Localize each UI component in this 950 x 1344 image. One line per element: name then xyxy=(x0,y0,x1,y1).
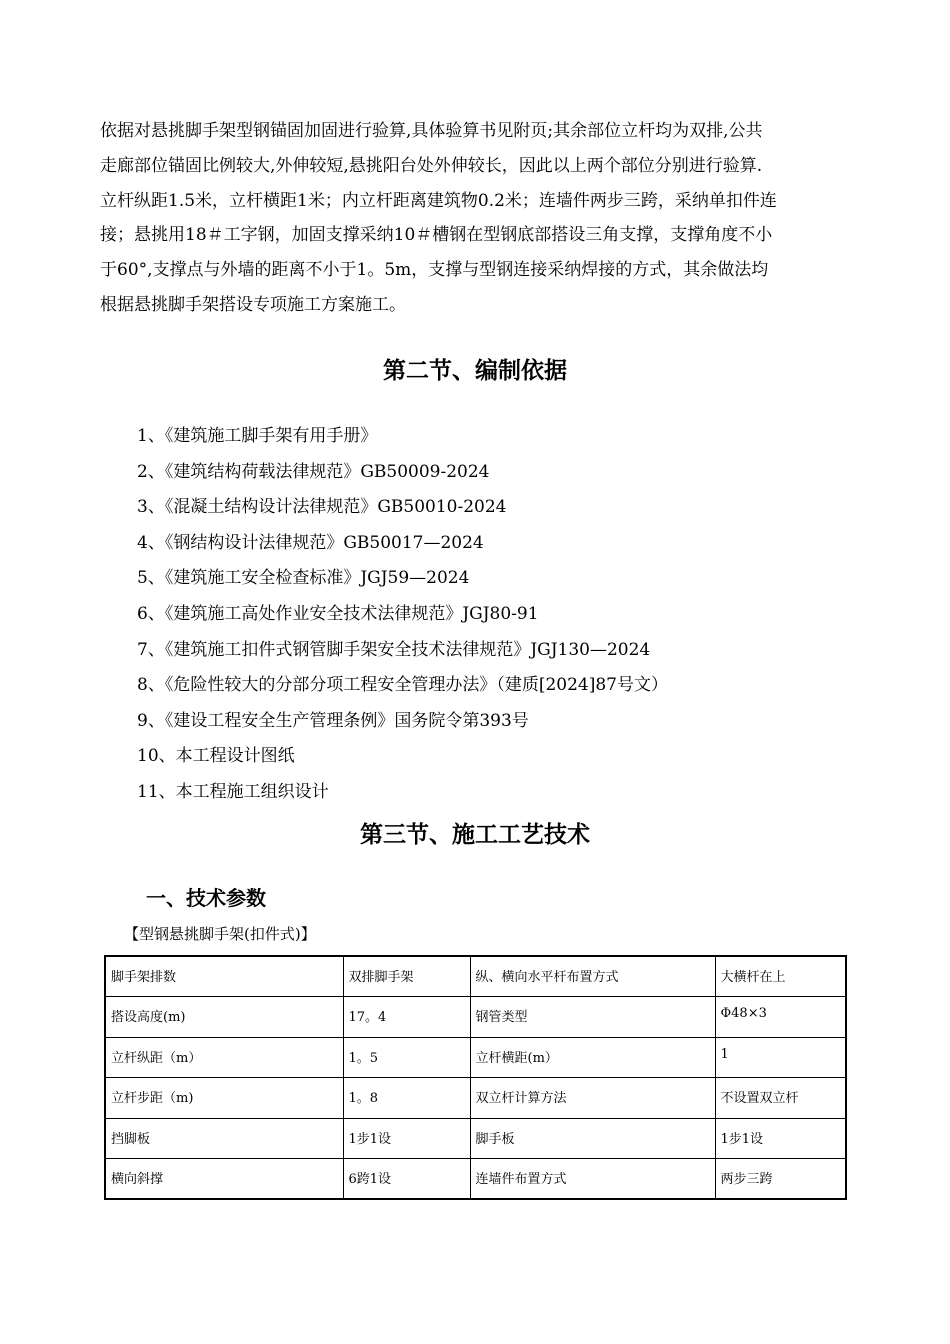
table-cell: 1 xyxy=(715,1037,846,1078)
reference-list xyxy=(137,419,668,811)
table-row xyxy=(105,1037,846,1078)
table-cell: 搭设高度(m) xyxy=(105,997,343,1038)
table-cell: 双立杆计算方法 xyxy=(470,1078,715,1119)
table-cell: 6跨1设 xyxy=(343,1159,470,1200)
table-row xyxy=(105,997,846,1038)
table-cell: 双排脚手架 xyxy=(343,956,470,997)
reference-item: 8、《危险性较大的分部分项工程安全管理办法》（建质[2024]87号文） xyxy=(137,675,668,696)
params-table xyxy=(104,955,847,1200)
section-3-title: 第三节、施工工艺技术 xyxy=(360,822,590,848)
table-cell: 立杆横距(m） xyxy=(470,1037,715,1078)
intro-line: 依据对悬挑脚手架型钢锚固加固进行验算,具体验算书见附页;其余部位立杆均为双排,公共 xyxy=(100,121,763,141)
table-cell: 挡脚板 xyxy=(105,1118,343,1159)
table-cell: 纵、横向水平杆布置方式 xyxy=(470,956,715,997)
table-cell: 1步1设 xyxy=(343,1118,470,1159)
intro-line: 于60°,支撑点与外墙的距离不小于1。5m，支撑与型钢连接采纳焊接的方式，其余做法均 xyxy=(100,260,769,281)
intro-line: 走廊部位锚固比例较大,外伸较短,悬挑阳台处外伸较长，因此以上两个部位分别进行验算. xyxy=(100,155,763,176)
technical-params-heading: 一、技术参数 xyxy=(146,886,266,910)
table-cell: 立杆步距（m) xyxy=(105,1078,343,1119)
table-row xyxy=(105,956,846,997)
intro-line: 根据悬挑脚手架搭设专项施工方案施工。 xyxy=(100,294,406,315)
reference-item: 9、《建设工程安全生产管理条例》国务院令第393号 xyxy=(137,710,529,731)
table-cell: 1。5 xyxy=(343,1037,470,1078)
table-cell: 脚手板 xyxy=(470,1118,715,1159)
intro-line: 接；悬挑用18＃工字钢，加固支撑采纳10＃槽钢在型钢底部搭设三角支撑，支撑角度不小 xyxy=(100,225,773,246)
table-cell: 钢管类型 xyxy=(470,997,715,1038)
reference-item: 1、《建筑施工脚手架有用手册》 xyxy=(137,426,378,446)
reference-item: 11、本工程施工组织设计 xyxy=(137,781,329,802)
table-cell: 17。4 xyxy=(343,997,470,1038)
intro-paragraph xyxy=(100,114,860,323)
reference-item: 10、本工程设计图纸 xyxy=(137,746,295,767)
table-cell: Φ48×3 xyxy=(715,997,846,1038)
table-cell: 连墙件布置方式 xyxy=(470,1159,715,1200)
table-cell: 脚手架排数 xyxy=(105,956,343,997)
table-row xyxy=(105,1159,846,1200)
section-2-title: 第二节、编制依据 xyxy=(383,358,567,384)
reference-item: 2、《建筑结构荷载法律规范》GB50009-2024 xyxy=(137,461,490,482)
reference-item: 4、《钢结构设计法律规范》GB50017—2024 xyxy=(137,532,484,553)
intro-line: 立杆纵距1.5米，立杆横距1米；内立杆距离建筑物0.2米；连墙件两步三跨，采纳单扣件连 xyxy=(100,190,777,211)
table-cell: 横向斜撑 xyxy=(105,1159,343,1200)
table-cell: 1步1设 xyxy=(715,1118,846,1159)
table-cell: 两步三跨 xyxy=(715,1159,846,1200)
reference-item: 7、《建筑施工扣件式钢管脚手架安全技术法律规范》JGJ130—2024 xyxy=(137,639,651,660)
table-row xyxy=(105,1078,846,1119)
reference-item: 6、《建筑施工高处作业安全技术法律规范》JGJ80-91 xyxy=(137,603,539,624)
reference-item: 5、《建筑施工安全检查标准》JGJ59—2024 xyxy=(137,568,470,589)
table-row xyxy=(105,1118,846,1159)
table-caption: 【型钢悬挑脚手架(扣件式)】 xyxy=(124,925,316,943)
table-cell: 大横杆在上 xyxy=(715,956,846,997)
reference-item: 3、《混凝土结构设计法律规范》GB50010-2024 xyxy=(137,497,507,518)
table-cell: 立杆纵距（m） xyxy=(105,1037,343,1078)
table-cell: 1。8 xyxy=(343,1078,470,1119)
table-cell: 不设置双立杆 xyxy=(715,1078,846,1119)
